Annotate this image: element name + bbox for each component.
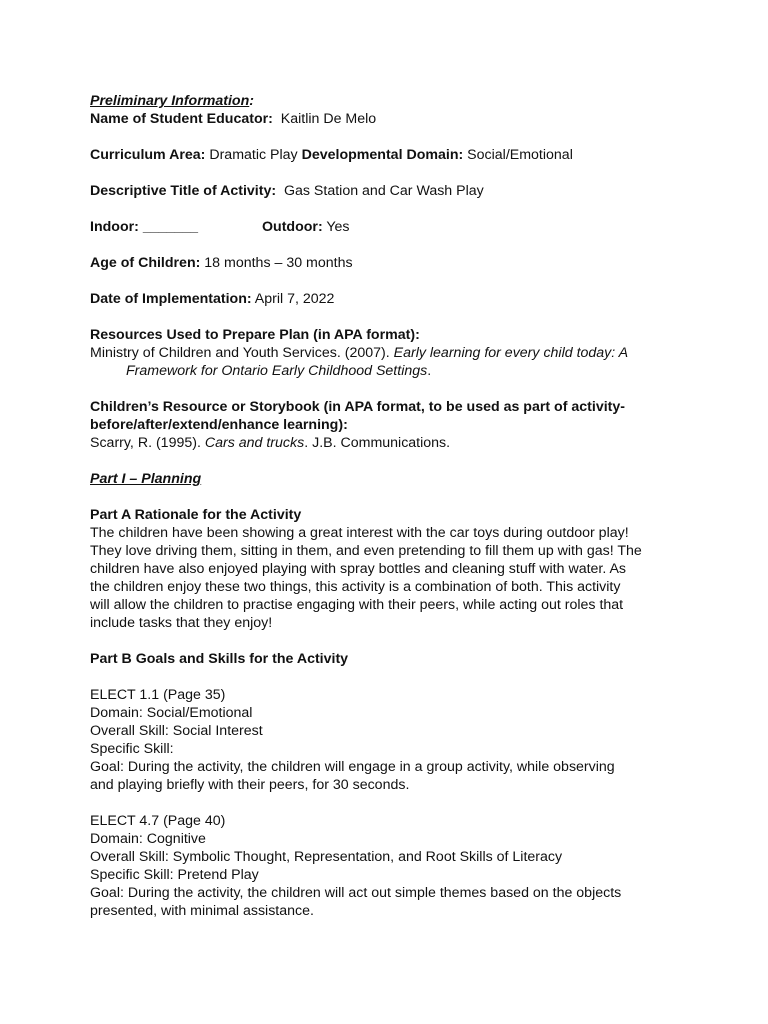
- indoor-value: _______: [142, 219, 199, 235]
- location-line: [90, 218, 690, 236]
- age-label: Age of Children:: [90, 255, 201, 271]
- goal-elect: ELECT 1.1 (Page 35): [90, 687, 226, 703]
- storybook-label-2: before/after/extend/enhance learning):: [90, 417, 348, 433]
- goal-text-1: Goal: During the activity, the children will act out simple themes based on the objects: [90, 885, 622, 901]
- partA-line: the children enjoy these two things, this activity is a combination of both. This activity: [90, 579, 621, 595]
- developmental-domain-label: Developmental Domain:: [301, 147, 464, 163]
- partA-line: will allow the children to practise engaging with their peers, while acting out roles that: [90, 597, 624, 613]
- developmental-domain-value: Social/Emotional: [467, 147, 573, 163]
- outdoor-label: Outdoor:: [262, 219, 323, 235]
- student-educator-value: Kaitlin De Melo: [280, 111, 377, 127]
- partA-line: children have also enjoyed playing with spray bottles and cleaning stuff with water. As: [90, 561, 627, 577]
- resources-ref-title-2: Framework for Ontario Early Childhood Settings: [126, 363, 428, 379]
- student-educator-line: [90, 110, 690, 128]
- implementation-value: April 7, 2022: [254, 291, 335, 307]
- student-educator-label: Name of Student Educator:: [90, 111, 273, 127]
- outdoor-value: Yes: [326, 219, 350, 235]
- preliminary-heading-line: [90, 92, 690, 110]
- storybook-label-1: Children’s Resource or Storybook (in APA format, to be used as part of activity-: [90, 399, 626, 415]
- implementation-label: Date of Implementation:: [90, 291, 252, 307]
- goal-specific-skill: Specific Skill: Pretend Play: [90, 867, 259, 883]
- storybook-ref-title: Cars and trucks: [204, 435, 305, 451]
- partA-line: The children have been showing a great interest with the car toys during outdoor play!: [90, 525, 629, 541]
- partA-heading: Part A Rationale for the Activity: [90, 507, 302, 523]
- preliminary-heading-colon: :: [249, 93, 254, 109]
- goal-domain: Domain: Cognitive: [90, 831, 206, 847]
- activity-title-label: Descriptive Title of Activity:: [90, 183, 277, 199]
- partA-line: include tasks that they enjoy!: [90, 615, 273, 631]
- part1-heading: Part I – Planning: [90, 471, 202, 487]
- storybook-ref-end: . J.B. Communications.: [304, 435, 451, 451]
- resources-reference-line-1: [90, 344, 690, 362]
- curriculum-line: [90, 146, 690, 164]
- storybook-ref-author: Scarry, R. (1995).: [90, 435, 201, 451]
- goal-domain: Domain: Social/Emotional: [90, 705, 253, 721]
- implementation-line: [90, 290, 690, 308]
- preliminary-heading: Preliminary Information: [90, 93, 250, 109]
- goal-overall-skill: Overall Skill: Symbolic Thought, Representation, and Root Skills of Literacy: [90, 849, 563, 865]
- age-value: 18 months – 30 months: [204, 255, 353, 271]
- age-line: [90, 254, 690, 272]
- resources-label: Resources Used to Prepare Plan (in APA format):: [90, 327, 420, 343]
- partA-line: They love driving them, sitting in them, and even pretending to fill them up with gas! The: [90, 543, 642, 559]
- curriculum-area-label: Curriculum Area:: [90, 147, 206, 163]
- indoor-label: Indoor:: [90, 219, 139, 235]
- activity-title-line: [90, 182, 690, 200]
- partB-heading: Part B Goals and Skills for the Activity: [90, 651, 349, 667]
- goal-elect: ELECT 4.7 (Page 40): [90, 813, 226, 829]
- resources-ref-end: .: [427, 363, 432, 379]
- goal-text-1: Goal: During the activity, the children will engage in a group activity, while observing: [90, 759, 615, 775]
- curriculum-area-value: Dramatic Play: [209, 147, 298, 163]
- goal-specific-skill: Specific Skill:: [90, 741, 174, 757]
- goal-text-2: and playing briefly with their peers, for 30 seconds.: [90, 777, 410, 793]
- activity-title-value: Gas Station and Car Wash Play: [283, 183, 484, 199]
- document-page: [90, 92, 690, 920]
- goal-overall-skill: Overall Skill: Social Interest: [90, 723, 263, 739]
- resources-ref-title-1: Early learning for every child today: A: [393, 345, 629, 361]
- storybook-reference: [90, 434, 690, 452]
- resources-reference-line-2: [90, 362, 690, 380]
- resources-ref-author: Ministry of Children and Youth Services. (2007).: [90, 345, 390, 361]
- goal-text-2: presented, with minimal assistance.: [90, 903, 314, 919]
